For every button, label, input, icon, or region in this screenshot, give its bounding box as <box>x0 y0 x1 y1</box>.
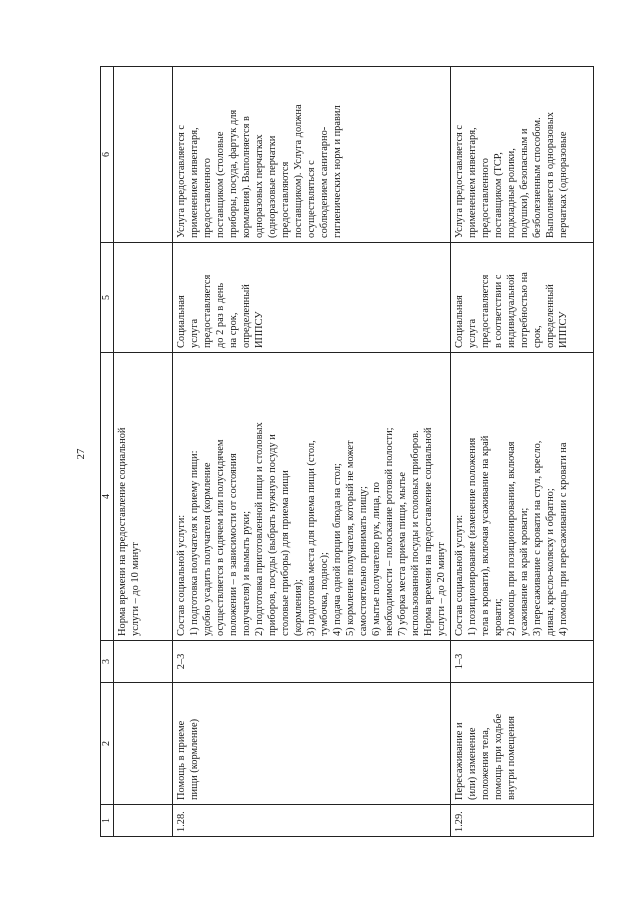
conditions-line: (одноразовые перчатки <box>267 135 278 238</box>
desc-line: 2) помощь при позиционировании, включая <box>506 441 517 636</box>
service-name-line: помощь при ходьбе <box>493 713 504 800</box>
cont-cell-5 <box>114 243 173 353</box>
conditions-line: Выполняется в одноразовых <box>545 112 556 238</box>
conditions-line: гигиенических норм и правил <box>332 105 343 238</box>
conditions-line: Услуга предоставляется с <box>454 124 465 238</box>
period-line: срок, <box>532 325 543 348</box>
service-code <box>451 641 594 683</box>
conditions-line: приборы, посуда, фартук для <box>228 109 239 238</box>
header-col-2: 2 <box>101 683 114 805</box>
service-name-line: Пересаживание и <box>454 722 465 800</box>
header-col-5: 5 <box>101 243 114 353</box>
desc-line: 6) мытье получателю рук, лица, по <box>371 482 382 636</box>
conditions-line: перчатках (одноразовые <box>558 131 569 238</box>
row-number <box>451 805 594 837</box>
desc-line: усаживание на край кровати; <box>519 507 530 636</box>
desc-line: 1) позиционирование (изменение положения <box>467 437 478 636</box>
service-conditions <box>451 67 594 243</box>
desc-line: 2) подготовка приготовленной пищи и столовых <box>254 422 265 636</box>
conditions-line: подкладные ролики, <box>506 148 517 238</box>
period-line: ИППСУ <box>558 311 569 348</box>
period-line: услуга <box>467 318 478 348</box>
desc-line: 7) уборка места приема пищи, мытье <box>397 472 408 636</box>
table-row-1-28 <box>173 67 451 837</box>
conditions-line: осуществляться с <box>306 160 317 238</box>
desc-line: необходимости – полоскание ротовой полости; <box>384 427 395 636</box>
period-line: ИППСУ <box>254 311 265 348</box>
desc-line: самостоятельно принимать пищу; <box>358 486 369 636</box>
desc-line: Состав социальной услуги: <box>454 514 465 636</box>
desc-line: кровати; <box>493 598 504 636</box>
desc-line: получателя) и вымыть руки; <box>241 511 252 636</box>
header-row <box>101 67 114 837</box>
cont-cell-2 <box>114 683 173 805</box>
desc-line: столовые приборы) для приема пищи <box>280 470 291 636</box>
desc-line: 1) подготовка получателя к приему пищи: <box>189 450 200 636</box>
conditions-line: одноразовых перчатках <box>254 134 265 238</box>
period-line: Социальная <box>176 295 187 348</box>
table-row-1-29 <box>451 67 594 837</box>
desc-line: услуги – до 20 минут <box>436 542 447 636</box>
service-description <box>173 353 451 641</box>
service-name <box>173 683 451 805</box>
service-code-text: 1–3 <box>454 653 465 670</box>
conditions-line: предоставленного <box>480 158 491 238</box>
desc-line: 4) подача одной порции блюда на стол; <box>332 463 343 636</box>
period-line: предоставляется <box>480 274 491 348</box>
desc-line: 3) пересаживание с кровати на стул, кресло, <box>532 440 543 636</box>
desc-line: Норма времени на предоставление социальной <box>423 427 434 636</box>
conditions-line: поставщиком (ТСР, <box>493 152 504 238</box>
conditions-line: Услуга предоставляется с <box>176 124 187 238</box>
desc-line: удобно усадить получателя (кормление <box>202 462 213 636</box>
cont-cell-4 <box>114 353 173 641</box>
desc-line: положении – в зависимости от состояния <box>228 453 239 636</box>
period-line: предоставляется <box>202 274 213 348</box>
conditions-line: предоставленного <box>202 158 213 238</box>
rotated-table-area <box>100 67 569 837</box>
conditions-line: применением инвентаря, <box>189 127 200 238</box>
cont-cell-1 <box>114 805 173 837</box>
conditions-line: подушки), безопасным и <box>519 128 530 238</box>
service-name-line: внутри помещения <box>506 716 517 800</box>
desc-line: использованной посуды и столовых приборов. <box>410 430 421 636</box>
conditions-line: поставщиком). Услуга должна <box>293 104 304 238</box>
desc-line: тумбочка, поднос); <box>319 552 330 636</box>
desc-line: 4) помощь при пересаживании с кровати на <box>558 442 569 636</box>
service-period <box>451 243 594 353</box>
period-line: до 2 раз в день <box>215 282 226 348</box>
period-line: в соответствии с <box>493 274 504 348</box>
service-name-line: Помощь в приеме <box>176 720 187 800</box>
row-number-text: 1.29. <box>454 811 465 832</box>
service-code-text: 2–3 <box>176 653 187 670</box>
conditions-line: кормления). Выполняется в <box>241 116 252 238</box>
cont-line: Норма времени на предоставление социальной <box>117 427 128 636</box>
service-name-line: пищи (кормление) <box>189 718 200 800</box>
desc-line: приборов, посуды (выбрать нужную посуду и <box>267 434 278 636</box>
conditions-line: поставщиком (столовые <box>215 131 226 238</box>
header-col-6: 6 <box>101 67 114 243</box>
period-line: на срок, <box>228 312 239 348</box>
service-description <box>451 353 594 641</box>
page-number: 27 <box>75 448 87 460</box>
desc-line: Состав социальной услуги: <box>176 514 187 636</box>
desc-line: диван, кресло-коляску и обратно; <box>545 488 556 636</box>
service-code <box>173 641 451 683</box>
service-name <box>451 683 594 805</box>
row-number <box>173 805 451 837</box>
period-line: услуга <box>189 318 200 348</box>
services-table <box>100 66 594 837</box>
period-line: Социальная <box>454 295 465 348</box>
continuation-row <box>114 67 173 837</box>
header-col-1: 1 <box>101 805 114 837</box>
service-period <box>173 243 451 353</box>
service-name-line: (или) изменение <box>467 727 478 800</box>
header-col-3: 3 <box>101 641 114 683</box>
period-line: индивидуальной <box>506 274 517 348</box>
row-number-text: 1.28. <box>176 811 187 832</box>
header-col-4: 4 <box>101 353 114 641</box>
conditions-line: соблюдением санитарно- <box>319 126 330 238</box>
desc-line: 5) кормление получателя, который не может <box>345 440 356 636</box>
service-name-line: положения тела, <box>480 727 491 800</box>
period-line: определенный <box>545 284 556 348</box>
desc-line: осуществляется в сидячем или полусидячем <box>215 439 226 636</box>
service-conditions <box>173 67 451 243</box>
conditions-line: предоставляются <box>280 161 291 238</box>
desc-line: 3) подготовка места для приема пищи (стол, <box>306 440 317 636</box>
desc-line: (кормления); <box>293 579 304 636</box>
conditions-line: применением инвентаря, <box>467 127 478 238</box>
cont-cell-3 <box>114 641 173 683</box>
period-line: потребностью на <box>519 272 530 348</box>
conditions-line: безболезненным способом. <box>532 117 543 238</box>
period-line: определенный <box>241 284 252 348</box>
cont-cell-6 <box>114 67 173 243</box>
desc-line: тела в кровати), включая усаживание на край <box>480 435 491 636</box>
cont-line: услуги – до 10 минут <box>130 542 141 636</box>
